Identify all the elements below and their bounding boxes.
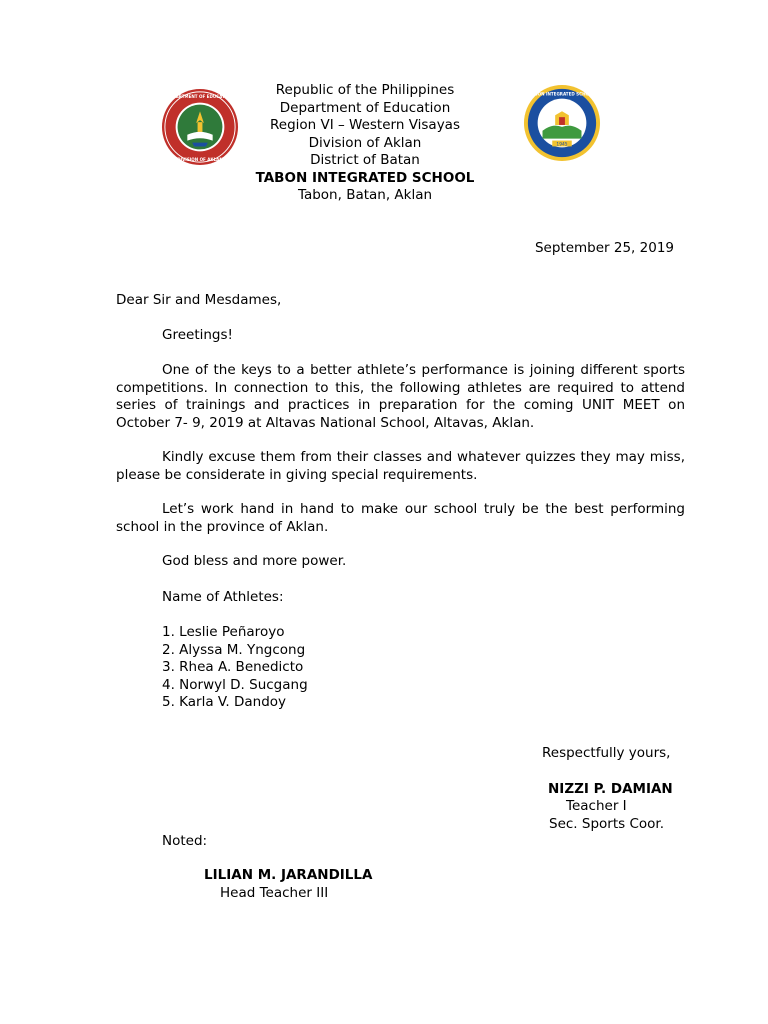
closing: Respectfully yours, [542, 745, 671, 761]
letter-date: September 25, 2019 [534, 240, 674, 256]
noted-label: Noted: [162, 833, 208, 849]
paragraph-2 [116, 449, 685, 484]
letterhead-line-region: Region VI – Western Visayas [269, 117, 460, 133]
school-address: Tabon, Batan, Aklan [297, 187, 433, 203]
svg-text:DEPARTMENT OF EDUCATION: DEPARTMENT OF EDUCATION [166, 93, 234, 99]
letterhead-line-republic: Republic of the Philippines [275, 82, 455, 98]
deped-division-seal [161, 88, 239, 166]
greeting: Greetings! [162, 327, 233, 343]
athlete-item: 1. Leslie Peñaroyo [162, 624, 285, 640]
paragraph-3 [116, 501, 685, 536]
athlete-item: 2. Alyssa M. Yngcong [162, 641, 306, 658]
athlete-item: 3. Rhea A. Benedicto [162, 659, 304, 675]
svg-text:1945: 1945 [556, 142, 568, 148]
salutation: Dear Sir and Mesdames, [116, 292, 282, 308]
letterhead-line-district: District of Batan [310, 152, 420, 168]
noted-name: LILIAN M. JARANDILLA [204, 867, 373, 883]
athlete-item: 4. Norwyl D. Sucgang [162, 676, 308, 693]
athletes-heading: Name of Athletes: [162, 589, 284, 605]
paragraph-2-text: Kindly excuse them from their classes and whatever quizzes they may miss, please be considerate in giving special requirements. [116, 449, 685, 483]
letterhead-line-division: Division of Aklan [308, 134, 422, 151]
blessing: God bless and more power. [162, 553, 347, 569]
signatory-title: Teacher I [566, 798, 627, 814]
school-name: TABON INTEGRATED SCHOOL [255, 169, 475, 186]
paragraph-1-text: One of the keys to a better athlete’s performance is joining different sports competitions. In connection to this, the following athletes are required to attend series of trainings and practices in preparation for the coming UNIT MEET on October 7- 9, 2019 at Altavas National School, Altavas, Aklan. [116, 362, 685, 431]
paragraph-1 [116, 362, 685, 432]
signatory-name: NIZZI P. DAMIAN [548, 781, 673, 797]
tabon-school-seal [523, 84, 601, 162]
letterhead [230, 82, 500, 205]
athletes-list [162, 624, 308, 712]
svg-text:DIVISION OF AKLAN: DIVISION OF AKLAN [177, 157, 223, 163]
signatory-role: Sec. Sports Coor. [549, 816, 664, 832]
athlete-item: 5. Karla V. Dandoy [162, 694, 287, 710]
paragraph-3-text: Let’s work hand in hand to make our school truly be the best performing school in the province of Aklan. [116, 501, 685, 535]
noted-title: Head Teacher III [220, 885, 329, 901]
letterhead-line-department: Department of Education [279, 99, 451, 116]
svg-text:TABON INTEGRATED SCHOOL: TABON INTEGRATED SCHOOL [528, 91, 596, 97]
